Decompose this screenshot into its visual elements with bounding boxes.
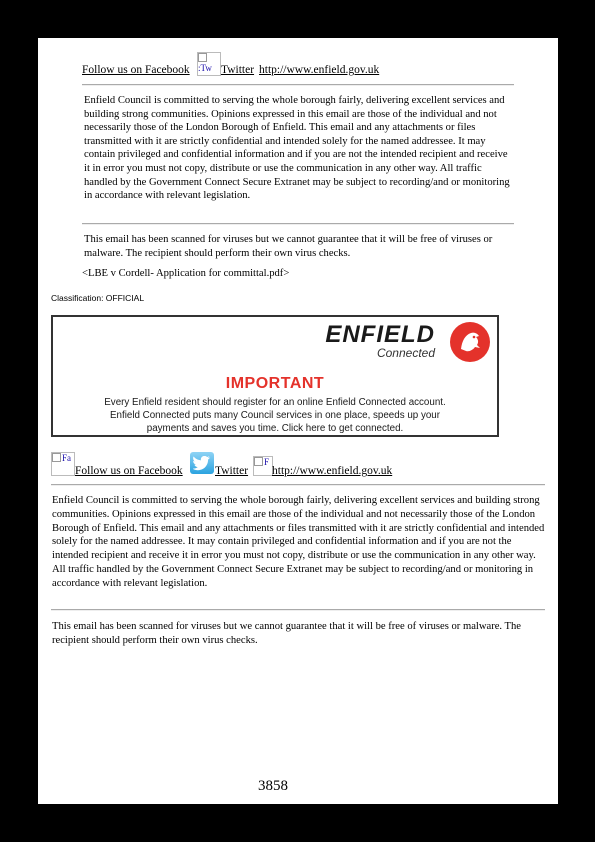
website-link[interactable]: http://www.enfield.gov.uk: [259, 64, 380, 76]
virus-notice: This email has been scanned for viruses but we cannot guarantee that it will be free of viruses or malware. The recipient should perform their own virus checks.: [52, 621, 522, 646]
disclaimer-text: Enfield Council is committed to serving the whole borough fairly, delivering excellent services and building strong communities. Opinions expressed in this email are those of the individual and not necessarily those of the London Borough of Enfield. This email and any attachments or files transmitted with it are strictly confidential and intended solely for the named addressee. It may contain privileged and confidential information and if you are not the intended recipient and receive it in error you must not copy, distribute or use the communication in any other way. All traffic handled by the Government Connect Secure Extranet may be subject to recording/and or monitoring in accordance with relevant legislation.: [84, 95, 510, 202]
banner-line-2: Enfield Connected puts many Council services in one place, speeds up your: [109, 410, 441, 421]
twitter-link[interactable]: Twitter: [215, 465, 249, 477]
classification-label: Classification: OFFICIAL: [51, 293, 145, 303]
virus-notice: This email has been scanned for viruses but we cannot guarantee that it will be free of viruses or malware. The recipient should perform their own virus checks.: [84, 234, 493, 259]
broken-image-icon: [254, 457, 263, 466]
website-link[interactable]: http://www.enfield.gov.uk: [272, 465, 393, 477]
divider: [51, 484, 545, 486]
facebook-image-alt-text: Fa: [62, 453, 71, 463]
twitter-link[interactable]: Twitter: [221, 64, 255, 76]
divider: [51, 609, 545, 611]
facebook-image-icon[interactable]: [51, 452, 75, 476]
banner-heading: IMPORTANT: [225, 375, 325, 392]
broken-image-icon: [198, 53, 207, 62]
enfield-logo-icon: [449, 321, 491, 363]
disclaimer-text: Enfield Council is committed to serving the whole borough fairly, delivering excellent services and building strong communities. Opinions expressed in this email are those of the individual and not necessarily those of the London Borough of Enfield. This email and any attachments or files transmitted with it are strictly confidential and intended solely for the named addressee. It may contain privileged and confidential information and if you are not the intended recipient and receive it in error you must not copy, distribute or use the communication in any other way. All traffic handled by the Government Connect Secure Extranet may be subject to recording/and or monitoring in accordance with relevant legislation.: [52, 495, 545, 589]
twitter-image-icon[interactable]: [197, 52, 221, 76]
broken-image-icon: [52, 453, 61, 462]
divider: [82, 223, 514, 225]
attachment-name[interactable]: <LBE v Cordell- Application for committal.pdf>: [82, 268, 290, 279]
facebook-link[interactable]: Follow us on Facebook: [82, 64, 190, 76]
banner-body: [53, 396, 497, 435]
twitter-image-alt-text: :Tw: [198, 63, 212, 73]
facebook-link[interactable]: Follow us on Facebook: [75, 465, 183, 477]
enfield-connected-banner[interactable]: [51, 315, 499, 437]
page-number: 3858: [258, 778, 288, 794]
banner-line-3: payments and saves you time. Click here to get connected.: [146, 423, 404, 434]
twitter-bird-icon[interactable]: [190, 452, 214, 474]
logo-sub-text: Connected: [376, 346, 435, 360]
website-image-alt-text: F: [264, 457, 270, 467]
banner-line-1: Every Enfield resident should register for an online Enfield Connected account.: [104, 397, 446, 408]
logo-main-text: ENFIELD: [325, 321, 435, 348]
document-page: [38, 38, 558, 804]
divider: [82, 84, 514, 86]
website-image-icon[interactable]: [253, 456, 273, 476]
